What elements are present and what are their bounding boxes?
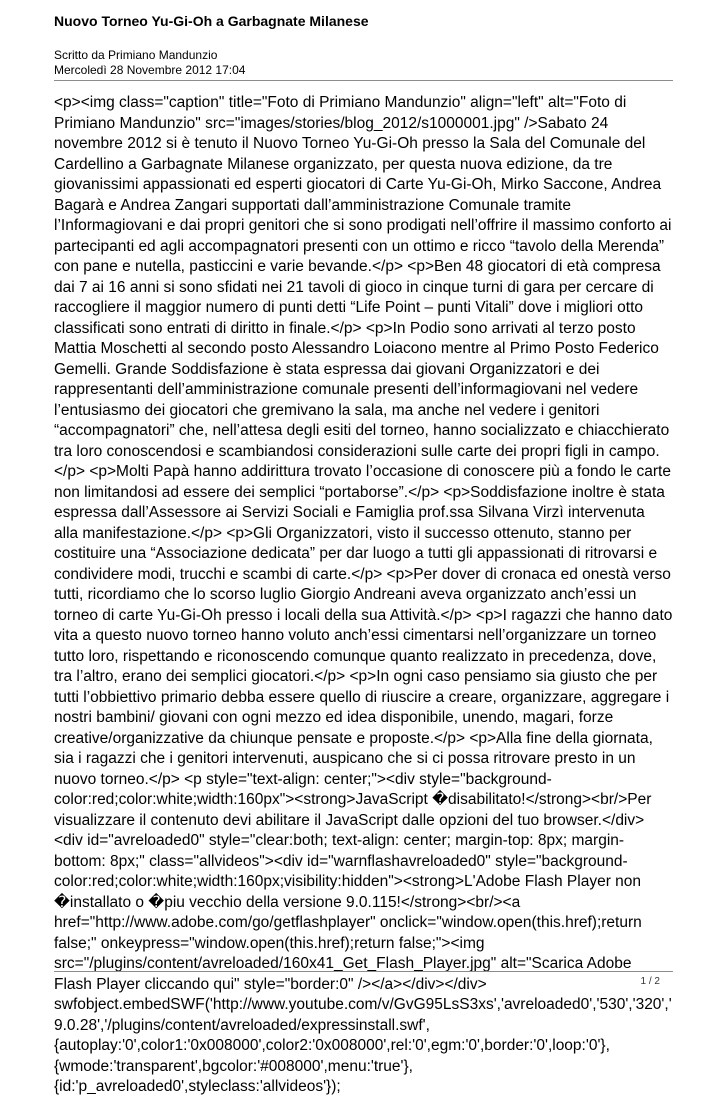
article-title: Nuovo Torneo Yu-Gi-Oh a Garbagnate Milanese xyxy=(54,13,369,29)
article-author: Scritto da Primiano Mandunzio xyxy=(54,48,218,62)
footer-divider xyxy=(54,971,673,972)
page-number: 1 / 2 xyxy=(640,976,660,987)
article-meta xyxy=(54,48,245,78)
article-body: <p><img class="caption" title="Foto di Primiano Mandunzio" align="left" alt="Foto di Primiano Mandunzio" src="images/stories/blog_2012/s1000001.jpg" />Sabato 24 novembre 2012 si è tenuto il Nuovo Torneo Yu-Gi-Oh presso la Sala del Comunale del Cardellino a Garbagnate Milanese organizzato, per questa nuova edizione, da tre giovanissimi appassionati ed esperti giocatori di Carte Yu-Gi-Oh, Mirko Saccone, Andrea Bagarà e Andrea Zangari supportati dall’amministrazione Comunale tramite l’Informagiovani e dai propri genitori che si sono prodigati nell’offrire il massimo conforto ai partecipanti ed agli accompagnatori presenti con un ottimo e ricco “tavolo della Merenda” con pane e nutella, pasticcini e varie bevande.</p> <p>Ben 48 giocatori di età compresa dai 7 ai 16 anni si sono sfidati nei 21 tavoli di gioco in cinque turni di gara per cercare di raccogliere il maggior numero di punti detti “Life Point – punti Vitali” dove i migliori otto classificati sono entrati di diritto in finale.</p> <p>In Podio sono arrivati al terzo posto Mattia Moschetti al secondo posto Alessandro Loiacono mentre al Primo Posto Federico Gemelli. Grande Soddisfazione è stata espressa dai giovani Organizzatori e dei rappresentanti dell’amministrazione comunale presenti dell’informagiovani nel vedere l’entusiasmo dei giocatori che gremivano la sala, ma anche nel vedere i genitori “accompagnatori” che, nell’attesa degli esiti del torneo, hanno socializzato e chiacchierato tra loro conoscendosi e scambiandosi considerazioni sulle carte dei propri figli in campo.</p> <p>Molti Papà hanno addirittura trovato l’occasione di conoscere più a fondo le carte non limitandosi ad essere dei semplici “portaborse”.</p> <p>Soddisfazione inoltre è stata espressa dall’Assessore ai Servizi Sociali e Famiglia prof.ssa Silvana Virzì intervenuta alla manifestazione.</p> <p>Gli Organizzatori, visto il successo ottenuto, stanno per costituire una “Associazione dedicata” per dar luogo a tutti gli appassionati di ritrovarsi e condividere modi, trucchi e scambi di carte.</p> <p>Per dover di cronaca ed onestà verso tutti, ricordiamo che lo scorso luglio Giorgio Andreani aveva organizzato anch’essi un torneo di carte Yu-Gi-Oh presso i locali della sua Attività.</p> <p>I ragazzi che hanno dato vita a questo nuovo torneo hanno voluto anch’essi cimentarsi nell’organizzare un torneo tutto loro, rispettando e riconoscendo comunque quanto realizzato in precedenza, dove, tra l’altro, erano dei semplici giocatori.</p> <p>In ogni caso pensiamo sia giusto che per tutti l’obbiettivo primario debba essere quello di riuscire a creare, organizzare, aggregare i nostri bambini/ giovani con ogni mezzo ed idea disponibile, unendo, magari, forze creative/organizzative da chiunque pensate e proposte.</p> <p>Alla fine della giornata, sia i ragazzi che i genitori intervenuti, auspicano che si ci possa ritrovare presto in un nuovo torneo.</p> <p style="text-align: center;"><div style="background-color:red;color:white;width:160px"><strong>JavaScript �disabilitato!</strong><br/>Per visualizzare il contenuto devi abilitare il JavaScript dalle opzioni del tuo browser.</div><div id="avreloaded0" style="clear:both; text-align: center; margin-top: 8px; margin-bottom: 8px;" class="allvideos"><div id="warnflashavreloaded0" style="background-color:red;color:white;width:160px;visibility:hidden"><strong>L'Adobe Flash Player non �installato o �piu vecchio della versione 9.0.115!</strong><br/><a href="http://www.adobe.com/go/getflashplayer" onclick="window.open(this.href);return false;" onkeypress="window.open(this.href);return false;"><img src="/plugins/content/avreloaded/160x41_Get_Flash_Player.jpg" alt="Scarica Adobe Flash Player cliccando qui" style="border:0" /></a></div></div> swfobject.embedSWF('http://www.youtube.com/v/GvG95LsS3xs','avreloaded0','530','320','9.0.28','/plugins/content/avreloaded/expressinstall.swf', {autoplay:'0',color1:'0x008000',color2:'0x008000',rel:'0',egm:'0',border:'0',loop:'0'},{wmode:'transparent',bgcolor:'#008000',menu:'true'},{id:'p_avreloaded0',styleclass:'allvideos'}); xyxy=(54,94,673,1095)
article-date: Mercoledì 28 Novembre 2012 17:04 xyxy=(54,63,246,77)
header-divider xyxy=(54,80,673,81)
